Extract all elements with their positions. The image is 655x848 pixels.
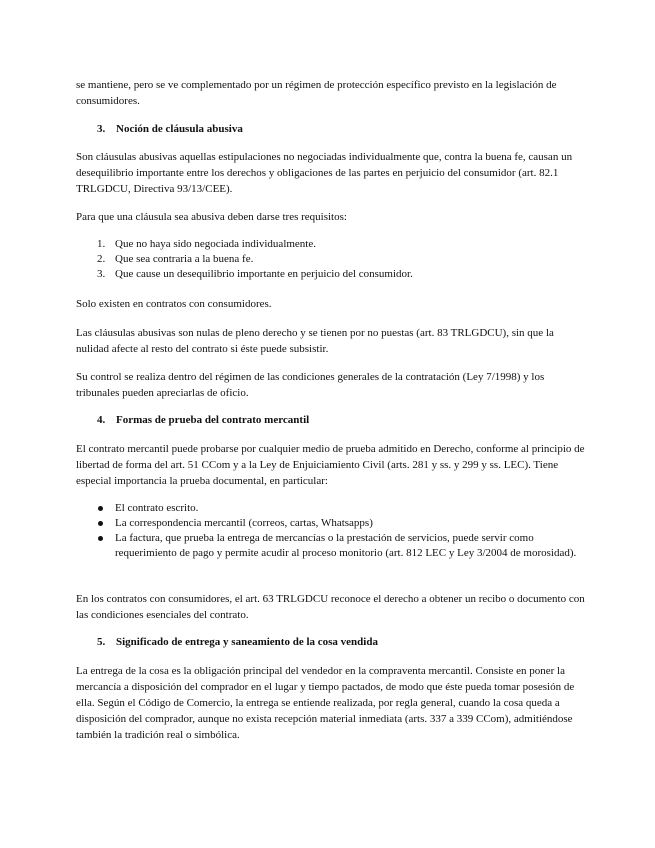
section-4-title: Formas de prueba del contrato mercantil [116,414,310,426]
section-3-title: Noción de cláusula abusiva [116,123,243,135]
intro-paragraph: se mantiene, pero se ve complementado por un régimen de protección específico previsto en la legislación de consumidores. [76,79,557,107]
list-item: 3. Que cause un desequilibrio importante en perjuicio del consumidor. [97,268,413,280]
evidence-list [97,501,577,561]
bullet-icon [98,506,103,511]
section-3-number: 3. [97,123,106,135]
section-5-number: 5. [97,636,106,648]
section-5-heading [97,634,378,650]
section-3-paragraph-5: Su control se realiza dentro del régimen de las condiciones generales de la contratación (Ley 7/1998) y los tribunales pueden apreciarlas de oficio. [76,371,545,399]
section-5-paragraph-1: La entrega de la cosa es la obligación principal del vendedor en la compraventa mercantil. Consiste en poner la mercancía a disposición del comprador en el lugar y tiempo pactados, de modo que éste pueda tomar posesión de ella. Según el Código de Comercio, la entrega se entiende realizada, por regla general, cuando la cosa queda a disposición del comprador, aunque no exista recepción material inmediata (arts. 337 a 339 CCom), admitiéndose también la tradición real o simbólica. [76,665,575,741]
section-3-paragraph-1: Son cláusulas abusivas aquellas estipulaciones no negociadas individualmente que, contra la buena fe, causan un desequilibrio importante entre los derechos y obligaciones de las partes en perjuicio del consumidor (art. 82.1 TRLGDCU, Directiva 93/13/CEE). [76,151,573,195]
section-5-title: Significado de entrega y saneamiento de la cosa vendida [116,636,378,648]
list-item: 2. Que sea contraria a la buena fe. [97,253,254,265]
bullet-icon [98,536,103,541]
section-4-paragraph-2: En los contratos con consumidores, el art. 63 TRLGDCU reconoce el derecho a obtener un recibo o documento con las condiciones esenciales del contrato. [76,593,585,621]
section-3-paragraph-4: Las cláusulas abusivas son nulas de pleno derecho y se tienen por no puestas (art. 83 TRLGDCU), sin que la nulidad afecte al resto del contrato si éste puede subsistir. [76,327,554,355]
requirements-list [97,237,577,282]
section-4-paragraph-1: El contrato mercantil puede probarse por cualquier medio de prueba admitido en Derecho, conforme al principio de libertad de forma del art. 51 CCom y a la Ley de Enjuiciamiento Civil (arts. 281 y ss. y 299 y ss. LEC). Tiene especial importancia la prueba documental, en particular: [76,443,585,487]
list-item: La correspondencia mercantil (correos, cartas, Whatsapps) [97,516,577,531]
list-item: La factura, que prueba la entrega de mercancías o la prestación de servicios, puede servir como requerimiento de pago y permite acudir al proceso monitorio (art. 812 LEC y Ley 3/2004 de morosidad). [97,531,577,561]
list-item: El contrato escrito. [97,501,577,516]
section-4-heading [97,412,309,428]
section-3-heading [97,121,243,137]
bullet-icon [98,521,103,526]
list-item: 1. Que no haya sido negociada individualmente. [97,238,316,250]
section-3-paragraph-3: Solo existen en contratos con consumidores. [76,298,272,310]
section-4-number: 4. [97,414,106,426]
section-3-paragraph-2: Para que una cláusula sea abusiva deben darse tres requisitos: [76,211,347,223]
